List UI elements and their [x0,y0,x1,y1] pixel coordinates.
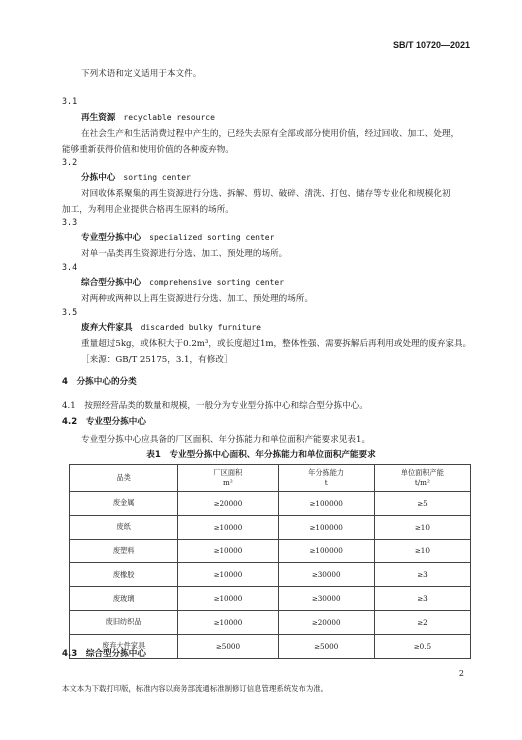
table-cell: 废橡胶 [70,563,178,587]
table-cell: ≥3 [374,587,470,611]
clause-heading: 4.3 综合型分拣中心 [62,649,146,659]
table-cell: ≥5000 [278,634,374,658]
term-heading [81,231,274,243]
term-number: 3.4 [62,262,78,272]
table-caption: 表1 专业型分拣中心面积、年分拣能力和单位面积产能要求 [146,450,376,460]
table-cell: ≥20000 [178,492,278,516]
table-cell: ≥10000 [178,610,278,634]
table-cell: 废玻璃 [70,587,178,611]
table-cell: ≥10000 [178,587,278,611]
table-cell: 废弃大件家具 [70,634,178,658]
table-cell: ≥5 [374,492,470,516]
term-definition: 加工，为利用企业提供合格再生原料的场所。 [62,205,234,215]
term-definition: 对单一品类再生资源进行分选、加工、预处理的场所。 [81,249,288,259]
term-en: comprehensive sorting center [149,278,285,287]
table-header-cell: 品类 [70,465,178,492]
clause-text: 专业型分拣中心应具备的厂区面积、年分拣能力和单位面积产能要求见表1。 [81,435,371,445]
table-row [70,610,471,634]
table-row [70,539,471,563]
table-header-cell: 年分拣能力 t [278,465,374,492]
table-cell: ≥100000 [278,492,374,516]
term-heading [81,171,191,183]
term-definition: 对两种或两种以上再生资源进行分选、加工、预处理的场所。 [81,294,314,304]
term-heading [81,276,284,288]
term-definition: 对回收体系聚集的再生资源进行分选、拆解、剪切、破碎、清洗、打包、储存等专业化和规模化初 [81,189,451,199]
table-cell: ≥20000 [278,610,374,634]
term-definition: 重量超过5kg，或体积大于0.2m³，或长度超过1m，整体性强、需要拆解后再利用或处理的废弃家具。 [81,339,472,349]
footer-note: 本文本为下载打印版，标准内容以商务部流通标准制修订信息管理系统发布为准。 [62,684,329,693]
term-en: specialized sorting center [149,233,275,242]
table-cell: ≥10 [374,539,470,563]
section-heading: 4 分拣中心的分类 [62,377,137,387]
term-heading [81,321,261,333]
term-zh: 综合型分拣中心 [81,278,142,288]
term-en: discarded bulky furniture [140,323,261,332]
table-cell: 废金属 [70,492,178,516]
term-number: 3.3 [62,217,78,227]
table-cell: ≥10000 [178,563,278,587]
table-row [70,492,471,516]
table-cell: 废纸 [70,515,178,539]
term-zh: 专业型分拣中心 [81,233,142,243]
table-cell: ≥10000 [178,515,278,539]
table-cell: 废旧纺织品 [70,610,178,634]
table-cell: ≥5000 [178,634,278,658]
page-number: 2 [458,669,464,678]
clause-4-1: 4.1 按照经营品类的数量和规模，一般分为专业型分拣中心和综合型分拣中心。 [62,401,368,411]
table-cell: ≥100000 [278,539,374,563]
term-number: 3.2 [62,157,78,167]
table-header-cell: 厂区面积 m² [178,465,278,492]
table-cell: ≥10000 [178,539,278,563]
table-row [70,515,471,539]
clause-heading: 4.2 专业型分拣中心 [62,417,146,427]
term-zh: 再生资源 [81,113,116,123]
term-en: recyclable resource [123,113,215,122]
spec-table [69,464,471,659]
term-number: 3.1 [62,96,78,106]
table-cell: ≥3 [374,563,470,587]
term-definition: 能够重新获得价值和使用价值的各种废弃物。 [62,145,234,155]
term-zh: 废弃大件家具 [81,323,133,333]
term-en: sorting center [123,173,191,182]
table-cell: ≥10 [374,515,470,539]
term-heading [81,111,215,123]
document-id: SB/T 10720—2021 [392,40,470,50]
table-cell: ≥2 [374,610,470,634]
table-cell: 废塑料 [70,539,178,563]
term-number: 3.5 [62,307,78,317]
table-header-cell: 单位面积产能 t/m² [374,465,470,492]
table-header-row [70,465,471,492]
term-zh: 分拣中心 [81,173,116,183]
table-cell: ≥0.5 [374,634,470,658]
term-source: ［来源：GB/T 25175，3.1，有修改］ [81,355,233,365]
term-definition: 在社会生产和生活消费过程中产生的，已经失去原有全部或部分使用价值，经过回收、加工、处理， [81,129,460,139]
table-cell: ≥30000 [278,587,374,611]
intro-text: 下列术语和定义适用于本文件。 [81,69,202,79]
table-row [70,587,471,611]
table-cell: ≥30000 [278,563,374,587]
table-cell: ≥100000 [278,515,374,539]
table-row [70,563,471,587]
